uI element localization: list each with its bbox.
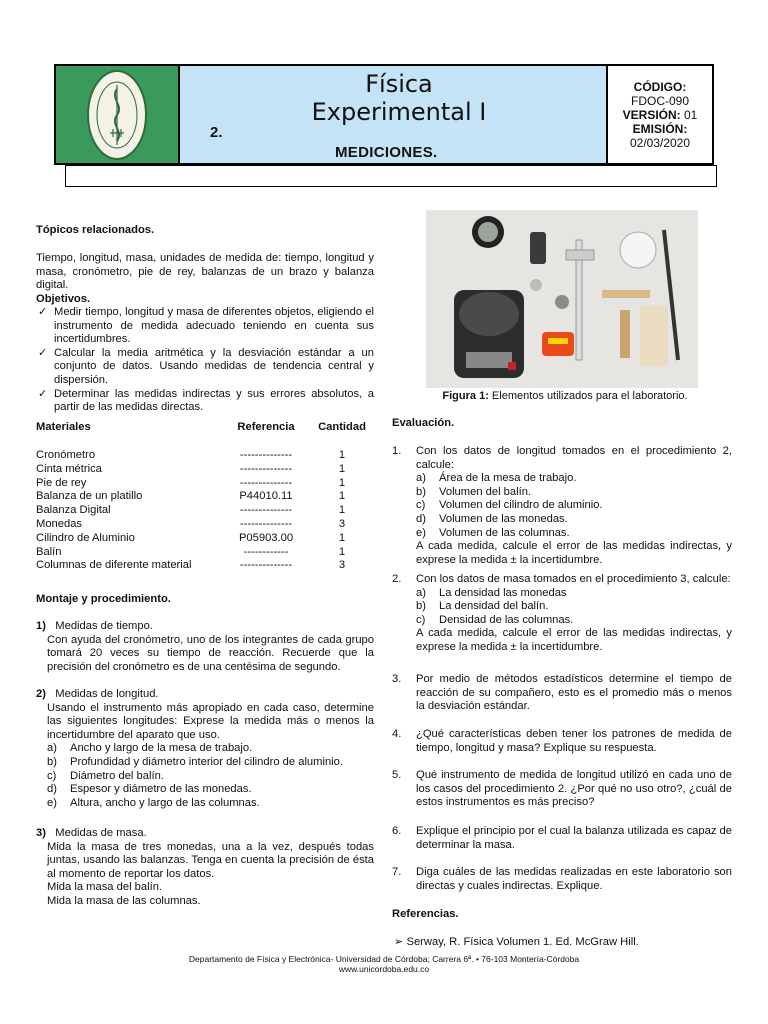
title-line-1: Física	[365, 70, 433, 98]
header-sub-bar	[65, 165, 717, 187]
materials-row	[36, 546, 368, 560]
objective-text: Determinar las medidas indirectas y sus errores absolutos, a partir de las medidas directas.	[54, 387, 374, 414]
step-text: Usando el instrumento más apropiado en cada caso, determine las siguientes longitudes: Exprese la medida más o menos la incertidumbre del aparato que uso.	[47, 701, 374, 741]
code-label: CÓDIGO:	[633, 79, 687, 94]
material-quantity: 1	[338, 531, 346, 544]
question-text: ¿Qué características deben tener los patrones de medida de tiempo, longitud y masa? Explique su respuesta.	[416, 728, 732, 754]
check-icon: ✓	[38, 306, 48, 318]
document-header	[54, 64, 714, 165]
objective-text: Calcular la media aritmética y la desviación estándar a un conjunto de datos. Usando medidas de tendencia central y dispersión.	[54, 346, 374, 386]
sub-item: e) Altura, ancho y largo de las columnas.	[47, 796, 260, 809]
material-name: Pie de rey	[36, 476, 87, 489]
question-note: A cada medida, calcule el error de las medidas indirectas, y exprese la medida ± la incertidumbre.	[416, 540, 732, 566]
emission-label: EMISIÓN:	[632, 121, 688, 136]
material-quantity: 1	[338, 476, 346, 489]
practice-subtitle: MEDICIONES.	[335, 144, 438, 161]
objective-item	[36, 306, 374, 347]
figure-label: Figura 1:	[442, 390, 489, 402]
materials-row	[36, 490, 368, 504]
objectives-list	[36, 306, 374, 415]
title-cell	[180, 66, 608, 163]
sub-item: d) Espesor y diámetro de las monedas.	[47, 783, 252, 796]
question-2-sublist: a) La densidad las monedas b) La densidad del balín. c) Densidad de las columnas. A cada medida, calcule el error de las medidas indirectas, y exprese la medida ± la incertidumbre.	[416, 586, 732, 653]
material-reference: P44010.11	[239, 490, 293, 503]
quantity-col-header: Cantidad	[318, 421, 366, 433]
code-cell	[608, 66, 712, 163]
topics-heading: Tópicos relacionados.	[36, 224, 155, 236]
step-title: Medidas de masa.	[55, 827, 147, 839]
evaluation-question-1	[392, 445, 732, 567]
evaluation-question-3	[392, 673, 732, 714]
figure-caption	[400, 390, 730, 402]
material-reference: --------------	[239, 462, 293, 475]
question-1-sublist: a) Área de la mesa de trabajo. b) Volumen del balín. c) Volumen del cilindro de aluminio. d) Volumen de las monedas. e) Volumen de las columnas. A cada medida, calcule el error de las medidas indirectas, y exprese la medida ± la incertidumbre.	[416, 472, 732, 566]
evaluation-question-6	[392, 825, 732, 852]
material-reference: --------------	[239, 476, 293, 489]
sub-item: b) Profundidad y diámetro interior del cilindro de aluminio.	[47, 755, 343, 768]
sub-item: a) Ancho y largo de la mesa de trabajo.	[47, 742, 253, 755]
question-text: Diga cuáles de las medidas realizadas en este laboratorio son directas y cuales indirectas. Explique.	[416, 866, 732, 892]
question-text: Con los datos de longitud tomados en el procedimiento 2, calcule:	[416, 445, 732, 471]
materials-row	[36, 559, 368, 573]
question-number: 3.	[392, 673, 402, 685]
question-number: 7.	[392, 866, 402, 878]
question-text: Explique el principio por el cual la balanza utilizada es capaz de determinar la masa.	[416, 825, 732, 851]
objectives-heading: Objetivos.	[36, 293, 91, 305]
objective-item	[36, 388, 374, 415]
arrow-bullet-icon: ➢	[394, 936, 404, 948]
material-name: Balanza de un platillo	[36, 490, 143, 503]
question-note: A cada medida, calcule el error de las medidas indirectas, y exprese la medida ± la incertidumbre.	[416, 627, 732, 653]
material-name: Cronómetro	[36, 449, 96, 461]
step-text: Con ayuda del cronómetro, uno de los integrantes de cada grupo tomará 20 veces su tiempo de reacción. Recuerde que la precisión del cronómetro es de una centésima de segundo.	[47, 633, 374, 673]
material-reference: P05903.00	[238, 531, 294, 544]
question-text: Con los datos de masa tomados en el procedimiento 3, calcule:	[416, 573, 731, 585]
footer-website: www.unicordoba.edu.co	[338, 964, 430, 974]
material-quantity: 3	[338, 559, 346, 572]
materials-row	[36, 532, 368, 546]
procedure-step-2	[36, 688, 374, 810]
step-title: Medidas de longitud.	[55, 688, 159, 700]
procedure-step-3	[36, 827, 374, 909]
material-name: Balín	[36, 545, 62, 558]
material-quantity: 1	[338, 462, 346, 475]
materials-header-row	[36, 421, 368, 449]
reference-col-header: Referencia	[237, 421, 295, 433]
question-number: 4.	[392, 728, 402, 740]
step-number: 1)	[36, 620, 46, 632]
code-value: FDOC-090	[630, 93, 689, 108]
material-reference: --------------	[239, 504, 293, 517]
university-logo-cell	[56, 66, 180, 163]
page-footer	[0, 954, 768, 974]
lab-equipment-illustration	[426, 210, 698, 388]
evaluation-question-7	[392, 866, 732, 893]
step-text: Mida la masa de tres monedas, una a la vez, después todas juntas, usando las balanzas. Tenga en cuenta la precisión de ésta al momento de reportar los datos.	[47, 840, 374, 880]
materials-row	[36, 463, 368, 477]
material-quantity: 1	[338, 504, 346, 517]
material-quantity: 1	[338, 490, 346, 503]
footer-address: Departamento de Física y Electrónica- Universidad de Córdoba; Carrera 6ª. • 76-103 Montería-Córdoba	[188, 954, 580, 964]
question-text: Por medio de métodos estadísticos determine el tiempo de reacción de su compañero, esto es el promedio más o menos la desviación estándar.	[416, 673, 732, 713]
evaluation-heading: Evaluación.	[392, 417, 455, 429]
materials-row	[36, 477, 368, 491]
version-value: 01	[684, 107, 698, 122]
objective-text: Medir tiempo, longitud y masa de diferentes objetos, eligiendo el instrumento de medida adecuado teniendo en cuenta sus incertidumbres.	[54, 306, 374, 346]
version-line	[623, 108, 698, 122]
evaluation-question-2	[392, 573, 732, 655]
evaluation-question-5	[392, 769, 732, 810]
material-quantity: 1	[338, 449, 346, 461]
material-name: Cilindro de Aluminio	[36, 531, 135, 544]
step-number: 2)	[36, 688, 46, 700]
practice-number: 2.	[210, 124, 223, 141]
procedure-heading: Montaje y procedimiento.	[36, 593, 171, 605]
question-number: 1.	[392, 445, 402, 457]
title-line-2: Experimental I	[311, 98, 487, 126]
material-name: Columnas de diferente material	[36, 559, 192, 572]
material-name: Monedas	[36, 517, 83, 530]
step-2-sublist	[36, 742, 374, 810]
check-icon: ✓	[38, 387, 48, 400]
sub-item: c) Diámetro del balín.	[47, 769, 164, 782]
question-number: 5.	[392, 769, 402, 781]
lab-equipment-photo	[426, 210, 698, 388]
reference-item	[394, 936, 639, 950]
material-reference: --------------	[239, 559, 293, 572]
material-quantity: 1	[338, 545, 346, 558]
figure-caption-text: Elementos utilizados para el laboratorio.	[488, 390, 688, 402]
material-reference: --------------	[239, 517, 293, 530]
material-reference: ------------	[243, 545, 289, 558]
reference-text: Serway, R. Física Volumen 1. Ed. McGraw Hill.	[406, 936, 639, 948]
evaluation-question-4	[392, 728, 732, 755]
materials-row	[36, 504, 368, 518]
material-quantity: 3	[338, 517, 346, 530]
material-name: Balanza Digital	[36, 504, 111, 517]
step-extra: Mida la masa de las columnas.	[47, 894, 201, 907]
question-number: 2.	[392, 573, 402, 585]
objective-item	[36, 347, 374, 388]
university-seal-logo	[86, 69, 148, 161]
topics-text: Tiempo, longitud, masa, unidades de medida de: tiempo, longitud y masa, cronómetro, pie de rey, balanzas de un brazo y balanza digital.	[36, 252, 374, 292]
step-title: Medidas de tiempo.	[55, 620, 153, 632]
procedure-step-1	[36, 620, 374, 674]
materials-row	[36, 518, 368, 532]
material-name: Cinta métrica	[36, 462, 102, 475]
materials-row	[36, 449, 368, 463]
document-title	[180, 70, 618, 126]
materials-table	[36, 421, 368, 573]
materials-rows	[36, 449, 368, 573]
references-heading: Referencias.	[392, 908, 459, 920]
check-icon: ✓	[38, 346, 48, 359]
question-text: Qué instrumento de medida de longitud utilizó en cada uno de los casos del procedimiento 2. ¿Por qué no uso otro?, ¿cuál de estos instrumentos es más preciso?	[416, 769, 732, 809]
question-number: 6.	[392, 825, 402, 837]
step-extra: Mida la masa del balín.	[47, 881, 163, 894]
materials-col-header: Materiales	[36, 421, 91, 433]
emission-value: 02/03/2020	[629, 135, 691, 150]
material-reference: --------------	[239, 449, 293, 461]
step-number: 3)	[36, 827, 46, 839]
version-label: VERSIÓN:	[622, 107, 681, 122]
